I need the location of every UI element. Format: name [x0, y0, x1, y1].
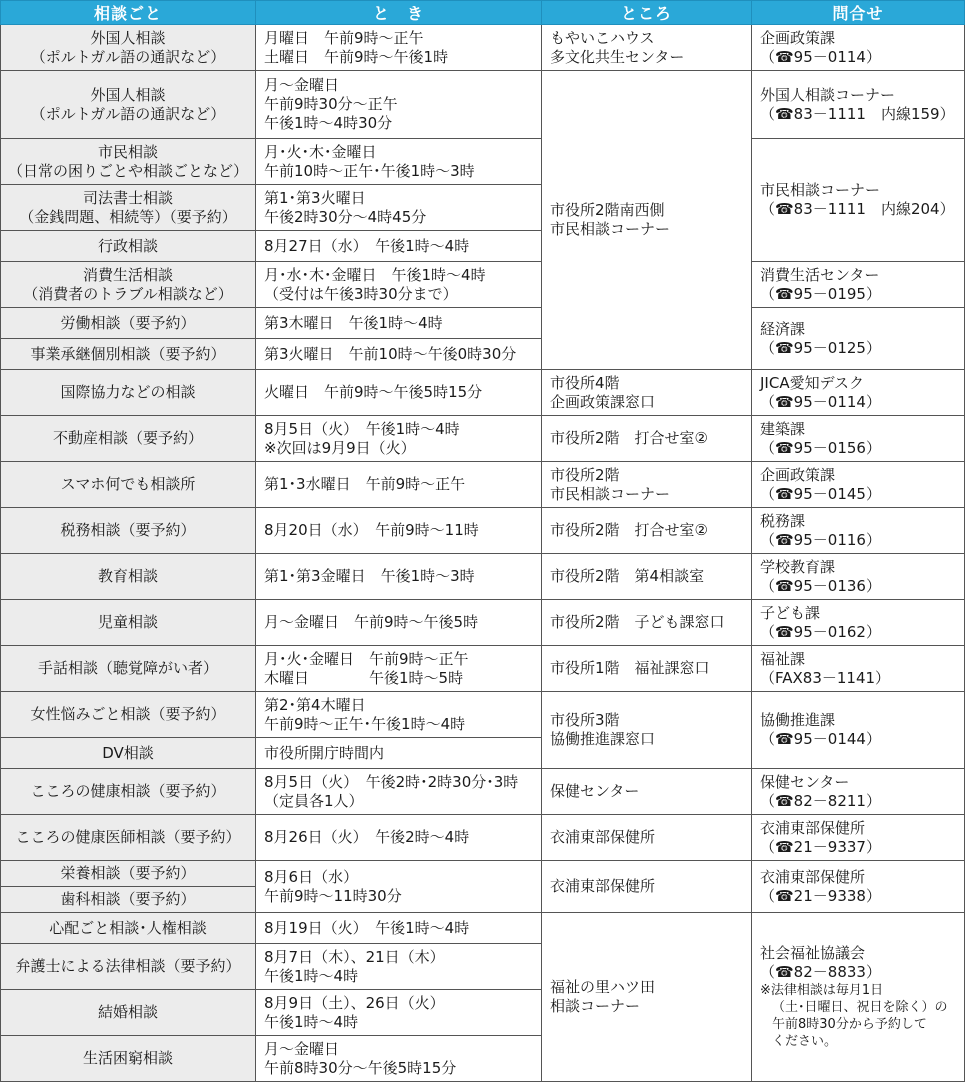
time-cell: 月～金曜日 午前8時30分～午後5時15分 [256, 1036, 542, 1082]
topic-cell: 行政相談 [1, 231, 256, 262]
table-row [1, 262, 965, 308]
header-time: と き [256, 1, 542, 25]
place-cell: 市役所1階 福祉課窓口 [542, 646, 752, 692]
place-cell: もやいこハウス 多文化共生センター [542, 25, 752, 71]
table-row [1, 71, 965, 139]
topic-cell: こころの健康医師相談（要予約） [1, 815, 256, 861]
time-cell: 第3火曜日 午前10時～午後0時30分 [256, 339, 542, 370]
time-cell: 8月9日（土）、26日（火） 午後1時～4時 [256, 990, 542, 1036]
contact-cell: 保健センター （☎82－8211） [752, 769, 965, 815]
time-cell: 第1･第3金曜日 午後1時～3時 [256, 554, 542, 600]
topic-cell: 教育相談 [1, 554, 256, 600]
contact-cell: 企画政策課 （☎95－0114） [752, 25, 965, 71]
topic-cell: 国際協力などの相談 [1, 370, 256, 416]
time-cell: 8月6日（水） 午前9時～11時30分 [256, 861, 542, 913]
contact-cell: 社会福祉協議会 （☎82－8833） ※法律相談は毎月1日 （土･日曜日、祝日を除く）の 午前8時30分から予約して ください。 [752, 913, 965, 1082]
topic-cell: 外国人相談 （ポルトガル語の通訳など） [1, 71, 256, 139]
topic-cell: 手話相談（聴覚障がい者） [1, 646, 256, 692]
topic-cell: 心配ごと相談･人権相談 [1, 913, 256, 944]
topic-cell: 女性悩みごと相談（要予約） [1, 692, 256, 738]
time-cell: 月～金曜日 午前9時30分～正午 午後1時～4時30分 [256, 71, 542, 139]
time-cell: 8月20日（水） 午前9時～11時 [256, 508, 542, 554]
topic-cell: 栄養相談（要予約） [1, 861, 256, 887]
time-cell: 月･水･木･金曜日 午後1時～4時 （受付は午後3時30分まで） [256, 262, 542, 308]
table-row [1, 508, 965, 554]
table-row [1, 25, 965, 71]
table-row [1, 139, 965, 185]
table-row [1, 692, 965, 738]
header-place: ところ [542, 1, 752, 25]
topic-cell: 市民相談 （日常の困りごとや相談ごとなど） [1, 139, 256, 185]
topic-cell: 生活困窮相談 [1, 1036, 256, 1082]
topic-cell: 消費生活相談 （消費者のトラブル相談など） [1, 262, 256, 308]
topic-cell: 税務相談（要予約） [1, 508, 256, 554]
topic-cell: DV相談 [1, 738, 256, 769]
contact-cell: 経済課 （☎95－0125） [752, 308, 965, 370]
time-cell: 8月27日（水） 午後1時～4時 [256, 231, 542, 262]
contact-cell: 学校教育課 （☎95－0136） [752, 554, 965, 600]
contact-cell: 市民相談コーナー （☎83－1111 内線204） [752, 139, 965, 262]
table-row [1, 416, 965, 462]
topic-cell: 不動産相談（要予約） [1, 416, 256, 462]
table-row [1, 370, 965, 416]
time-cell: 第2･第4木曜日 午前9時～正午･午後1時～4時 [256, 692, 542, 738]
time-cell: 第3木曜日 午後1時～4時 [256, 308, 542, 339]
topic-cell: スマホ何でも相談所 [1, 462, 256, 508]
time-cell: 第1･第3火曜日 午後2時30分～4時45分 [256, 185, 542, 231]
topic-cell: 歯科相談（要予約） [1, 887, 256, 913]
time-cell: 8月5日（火） 午後2時･2時30分･3時 （定員各1人） [256, 769, 542, 815]
table-row [1, 769, 965, 815]
place-cell: 衣浦東部保健所 [542, 861, 752, 913]
contact-cell: 建築課 （☎95－0156） [752, 416, 965, 462]
contact-cell: 税務課 （☎95－0116） [752, 508, 965, 554]
table-row [1, 646, 965, 692]
contact-cell: 衣浦東部保健所 （☎21－9338） [752, 861, 965, 913]
time-cell: 第1･3水曜日 午前9時～正午 [256, 462, 542, 508]
contact-cell: 協働推進課 （☎95－0144） [752, 692, 965, 769]
place-cell: 市役所4階 企画政策課窓口 [542, 370, 752, 416]
header-topic: 相談ごと [1, 1, 256, 25]
table-row [1, 913, 965, 944]
place-cell: 衣浦東部保健所 [542, 815, 752, 861]
table-row [1, 600, 965, 646]
topic-cell: 司法書士相談 （金銭問題、相続等）（要予約） [1, 185, 256, 231]
topic-cell: 外国人相談 （ポルトガル語の通訳など） [1, 25, 256, 71]
time-cell: 月･火･金曜日 午前9時～正午 木曜日 午後1時～5時 [256, 646, 542, 692]
contact-cell: JICA愛知デスク （☎95－0114） [752, 370, 965, 416]
contact-cell: 消費生活センター （☎95－0195） [752, 262, 965, 308]
table-row [1, 861, 965, 887]
time-cell: 8月19日（火） 午後1時～4時 [256, 913, 542, 944]
contact-cell: 子ども課 （☎95－0162） [752, 600, 965, 646]
topic-cell: 結婚相談 [1, 990, 256, 1036]
time-cell: 月曜日 午前9時～正午 土曜日 午前9時～午後1時 [256, 25, 542, 71]
contact-cell: 外国人相談コーナー （☎83－1111 内線159） [752, 71, 965, 139]
topic-cell: 事業承継個別相談（要予約） [1, 339, 256, 370]
contact-cell: 衣浦東部保健所 （☎21－9337） [752, 815, 965, 861]
table-row [1, 554, 965, 600]
header-contact: 問合せ [752, 1, 965, 25]
place-cell: 市役所2階南西側 市民相談コーナー [542, 71, 752, 370]
topic-cell: 労働相談（要予約） [1, 308, 256, 339]
place-cell: 市役所3階 協働推進課窓口 [542, 692, 752, 769]
time-cell: 火曜日 午前9時～午後5時15分 [256, 370, 542, 416]
topic-cell: 児童相談 [1, 600, 256, 646]
place-cell: 市役所2階 打合せ室② [542, 508, 752, 554]
table-row [1, 815, 965, 861]
time-cell: 8月7日（木）、21日（木） 午後1時～4時 [256, 944, 542, 990]
place-cell: 市役所2階 市民相談コーナー [542, 462, 752, 508]
time-cell: 8月26日（火） 午後2時～4時 [256, 815, 542, 861]
header-row [1, 1, 965, 25]
place-cell: 市役所2階 第4相談室 [542, 554, 752, 600]
topic-cell: 弁護士による法律相談（要予約） [1, 944, 256, 990]
place-cell: 市役所2階 打合せ室② [542, 416, 752, 462]
time-cell: 8月5日（火） 午後1時～4時 ※次回は9月9日（火） [256, 416, 542, 462]
time-cell: 月～金曜日 午前9時～午後5時 [256, 600, 542, 646]
contact-cell: 企画政策課 （☎95－0145） [752, 462, 965, 508]
time-cell: 月･火･木･金曜日 午前10時～正午･午後1時～3時 [256, 139, 542, 185]
place-cell: 保健センター [542, 769, 752, 815]
topic-cell: こころの健康相談（要予約） [1, 769, 256, 815]
table-row [1, 308, 965, 339]
place-cell: 市役所2階 子ども課窓口 [542, 600, 752, 646]
place-cell: 福祉の里ハツ田 相談コーナー [542, 913, 752, 1082]
table-row [1, 462, 965, 508]
time-cell: 市役所開庁時間内 [256, 738, 542, 769]
contact-cell: 福祉課 （FAX83－1141） [752, 646, 965, 692]
